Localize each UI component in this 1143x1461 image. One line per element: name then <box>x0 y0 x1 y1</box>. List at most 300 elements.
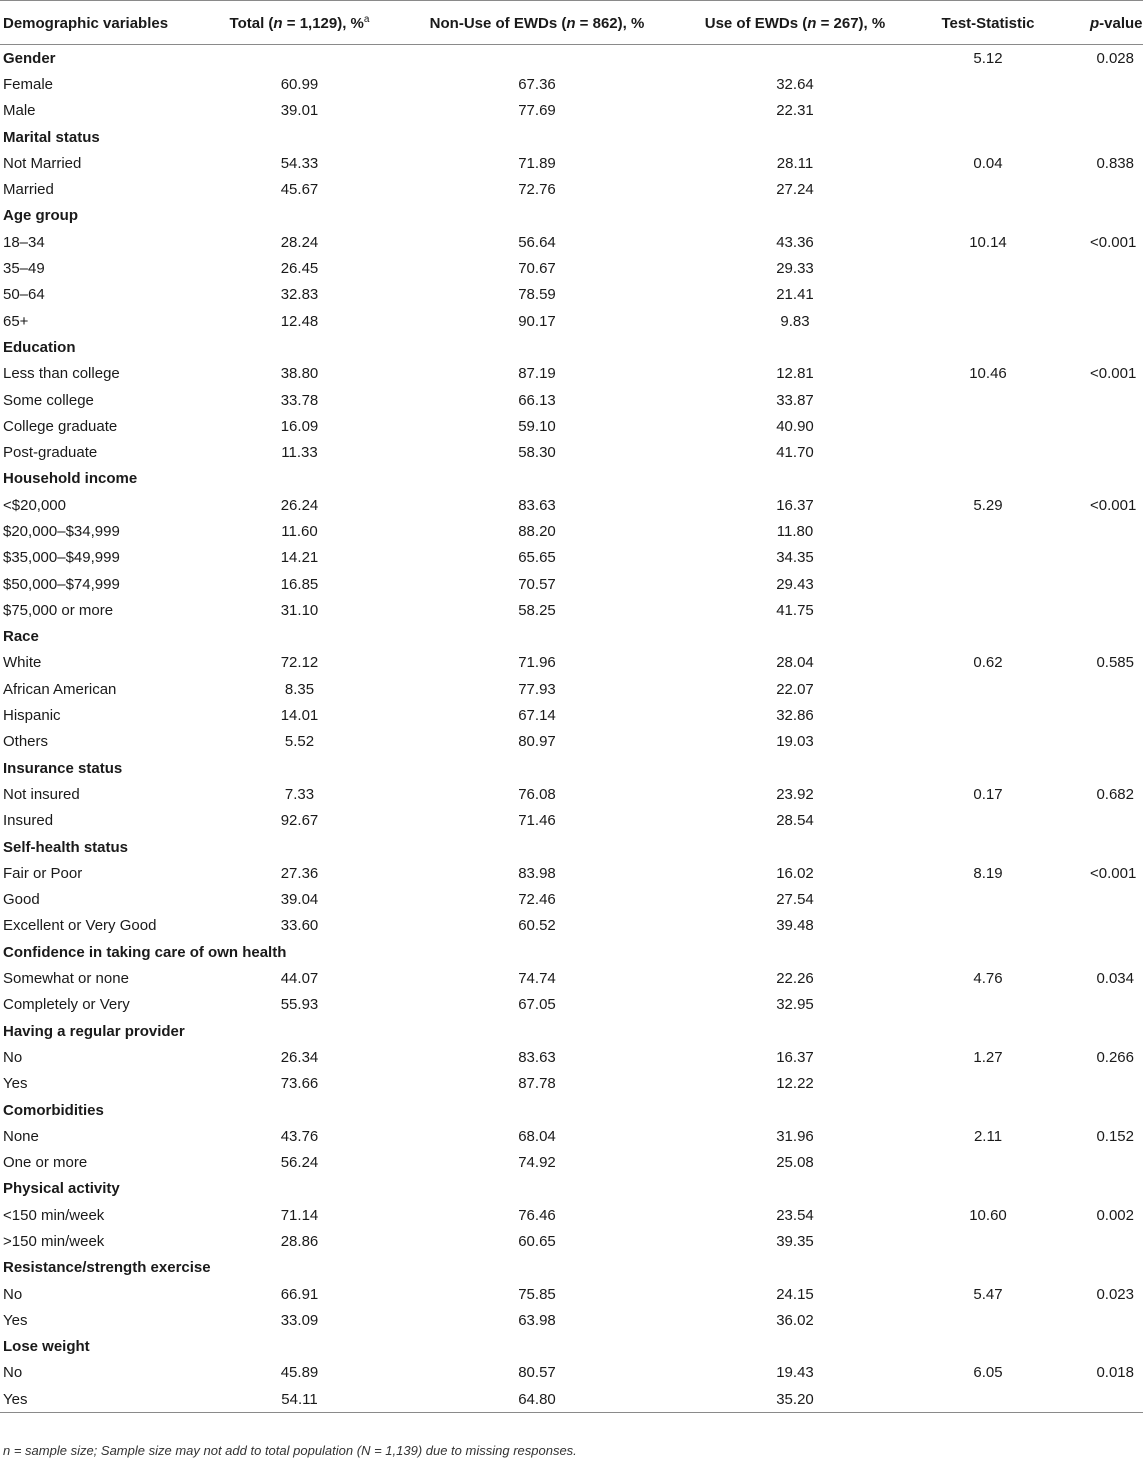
cell-test-statistic <box>886 834 1090 860</box>
cell-total <box>229 1176 370 1202</box>
cell-demographic-variables: Female <box>3 75 54 93</box>
cell-non-use-of-ewds <box>370 203 704 229</box>
table-footnote <box>3 1443 577 1458</box>
cell-use-of-ewds: 16.37 <box>776 1048 814 1066</box>
cell-non-use-of-ewds: 56.64 <box>518 233 556 251</box>
cell-total <box>229 755 370 781</box>
cell-non-use-of-ewds: 58.25 <box>518 601 556 619</box>
cell-p-value: <0.001 <box>1090 233 1137 251</box>
cell-total: 5.52 <box>284 733 315 751</box>
cell-p-value <box>1090 992 1143 1018</box>
column-header-demographic-variables <box>0 1 229 45</box>
cell-demographic-variables: No <box>3 1048 23 1066</box>
cell-non-use-of-ewds <box>370 1176 704 1202</box>
cell-test-statistic <box>886 466 1090 492</box>
cell-p-value: 0.034 <box>1096 970 1134 988</box>
cell-p-value: <0.001 <box>1090 365 1137 383</box>
section-header-row <box>0 1334 1143 1360</box>
table-row <box>0 176 1143 202</box>
cell-test-statistic <box>886 1176 1090 1202</box>
section-header-row <box>0 203 1143 229</box>
cell-test-statistic: 8.19 <box>973 864 1003 882</box>
cell-test-statistic: 5.29 <box>973 496 1003 514</box>
cell-use-of-ewds: 32.64 <box>776 75 814 93</box>
cell-test-statistic <box>886 597 1090 623</box>
cell-test-statistic <box>886 1334 1090 1360</box>
cell-non-use-of-ewds: 71.89 <box>518 154 556 172</box>
cell-total: 73.66 <box>280 1075 319 1093</box>
cell-non-use-of-ewds <box>370 124 704 150</box>
cell-demographic-variables: Some college <box>3 391 94 409</box>
cell-non-use-of-ewds: 60.65 <box>518 1233 556 1250</box>
cell-demographic-variables: Yes <box>3 1311 28 1329</box>
cell-p-value <box>1090 624 1143 650</box>
cell-total: 55.93 <box>280 996 319 1014</box>
cell-demographic-variables: White <box>3 654 42 672</box>
cell-use-of-ewds: 16.02 <box>776 864 814 882</box>
cell-p-value <box>1090 439 1143 465</box>
cell-non-use-of-ewds: 71.96 <box>518 654 556 672</box>
cell-p-value <box>1090 1307 1143 1333</box>
cell-use-of-ewds: 41.70 <box>776 444 814 462</box>
cell-total: 33.60 <box>280 917 319 935</box>
cell-total: 43.76 <box>280 1127 319 1145</box>
cell-test-statistic <box>886 571 1090 597</box>
cell-p-value <box>1090 702 1143 728</box>
cell-total <box>229 334 370 360</box>
cell-use-of-ewds <box>704 334 886 360</box>
cell-use-of-ewds: 40.90 <box>776 417 814 435</box>
cell-non-use-of-ewds: 90.17 <box>518 312 556 330</box>
cell-test-statistic <box>886 702 1090 728</box>
cell-p-value <box>1090 124 1143 150</box>
section-header-row <box>0 334 1143 360</box>
cell-test-statistic: 0.04 <box>973 154 1003 172</box>
cell-non-use-of-ewds: 74.92 <box>518 1154 556 1172</box>
cell-demographic-variables: No <box>3 1285 23 1303</box>
cell-p-value: 0.028 <box>1096 49 1134 67</box>
table-row <box>0 650 1143 676</box>
header-text: Total ( <box>229 14 274 32</box>
cell-p-value <box>1090 571 1143 597</box>
cell-test-statistic <box>886 545 1090 571</box>
table-row <box>0 965 1143 991</box>
cell-total: 7.33 <box>284 785 315 803</box>
cell-total <box>229 1018 370 1044</box>
table-row <box>0 887 1143 913</box>
header-tail: = 1,129), % <box>282 14 364 32</box>
cell-p-value <box>1090 518 1143 544</box>
cell-non-use-of-ewds: 88.20 <box>518 522 556 540</box>
cell-p-value <box>1090 834 1143 860</box>
cell-test-statistic: 1.27 <box>973 1048 1003 1066</box>
cell-p-value: 0.018 <box>1096 1364 1134 1382</box>
cell-total: 31.10 <box>280 601 319 619</box>
cell-non-use-of-ewds: 80.97 <box>518 733 556 751</box>
section-header-row <box>0 624 1143 650</box>
cell-p-value <box>1090 1149 1143 1175</box>
table-row <box>0 597 1143 623</box>
section-header-row <box>0 1018 1143 1044</box>
cell-p-value <box>1090 913 1143 939</box>
cell-demographic-variables: None <box>3 1127 39 1145</box>
cell-total: 72.12 <box>280 654 319 672</box>
cell-total: 56.24 <box>280 1154 319 1172</box>
cell-use-of-ewds: 32.95 <box>776 996 814 1014</box>
cell-non-use-of-ewds <box>370 334 704 360</box>
cell-non-use-of-ewds: 64.80 <box>370 1386 704 1413</box>
table-row <box>0 992 1143 1018</box>
cell-p-value <box>1090 413 1143 439</box>
cell-use-of-ewds: 19.03 <box>776 733 814 751</box>
table-row <box>0 98 1143 124</box>
cell-non-use-of-ewds: 70.57 <box>518 575 556 593</box>
cell-use-of-ewds: 43.36 <box>776 233 814 251</box>
cell-non-use-of-ewds: 74.74 <box>518 970 556 988</box>
cell-p-value: 0.023 <box>1096 1285 1134 1303</box>
section-header-row <box>0 466 1143 492</box>
column-header-use-of-ewds <box>704 1 886 45</box>
cell-test-statistic <box>886 913 1090 939</box>
cell-test-statistic <box>886 413 1090 439</box>
table-row <box>0 1202 1143 1228</box>
table-row <box>0 702 1143 728</box>
cell-non-use-of-ewds: 72.46 <box>518 891 556 909</box>
header-italic: p <box>1090 14 1100 32</box>
cell-p-value <box>1090 1228 1143 1254</box>
cell-use-of-ewds: 22.26 <box>776 970 814 988</box>
cell-demographic-variables: Confidence in taking care of own health <box>3 943 287 961</box>
cell-demographic-variables: Education <box>3 338 76 356</box>
cell-non-use-of-ewds: 78.59 <box>518 286 556 304</box>
cell-test-statistic <box>886 1386 1090 1413</box>
cell-use-of-ewds: 28.54 <box>776 812 814 830</box>
header-italic: n <box>273 14 283 32</box>
cell-demographic-variables: Not insured <box>3 785 80 803</box>
cell-use-of-ewds: 33.87 <box>776 391 814 409</box>
cell-total: 11.33 <box>281 444 318 462</box>
cell-demographic-variables: Yes <box>0 1386 229 1413</box>
cell-demographic-variables: 18–34 <box>3 233 45 251</box>
table-row <box>0 518 1143 544</box>
cell-use-of-ewds: 41.75 <box>776 601 814 619</box>
table-row <box>0 439 1143 465</box>
cell-total: 32.83 <box>280 286 319 304</box>
cell-test-statistic <box>886 939 1090 965</box>
header-text: Use of EWDs ( <box>704 14 808 32</box>
cell-use-of-ewds: 22.31 <box>776 102 814 120</box>
cell-use-of-ewds <box>704 1176 886 1202</box>
cell-use-of-ewds: 24.15 <box>776 1285 814 1303</box>
cell-total: 45.89 <box>280 1364 319 1382</box>
cell-use-of-ewds: 29.43 <box>776 575 814 593</box>
cell-use-of-ewds <box>704 1018 886 1044</box>
cell-total: 27.36 <box>280 864 319 882</box>
section-header-row <box>0 1176 1143 1202</box>
cell-total: 12.48 <box>280 312 319 330</box>
cell-demographic-variables: Others <box>3 733 49 751</box>
cell-p-value: 0.152 <box>1096 1127 1134 1145</box>
cell-p-value <box>1090 1334 1143 1360</box>
cell-use-of-ewds: 12.22 <box>776 1075 814 1093</box>
cell-demographic-variables: $75,000 or more <box>3 601 114 619</box>
cell-demographic-variables: Age group <box>3 207 78 225</box>
cell-test-statistic <box>886 1255 1090 1281</box>
table-row <box>0 729 1143 755</box>
cell-use-of-ewds: 22.07 <box>776 680 814 698</box>
cell-test-statistic <box>886 518 1090 544</box>
cell-use-of-ewds: 29.33 <box>776 260 814 278</box>
cell-non-use-of-ewds: 77.69 <box>518 102 556 120</box>
cell-p-value <box>1090 308 1143 334</box>
cell-test-statistic <box>886 729 1090 755</box>
cell-p-value <box>1090 1018 1143 1044</box>
cell-total: 45.67 <box>280 181 319 199</box>
table-body <box>0 45 1143 1413</box>
table-row <box>0 361 1143 387</box>
cell-non-use-of-ewds <box>370 1255 704 1281</box>
section-header-row <box>0 1097 1143 1123</box>
cell-p-value <box>1090 597 1143 623</box>
cell-use-of-ewds: 32.86 <box>776 707 814 725</box>
cell-total <box>229 466 370 492</box>
cell-use-of-ewds <box>704 203 886 229</box>
cell-p-value <box>1090 255 1143 281</box>
cell-demographic-variables: Less than college <box>3 365 120 383</box>
cell-test-statistic <box>886 1097 1090 1123</box>
column-header-non-use-of-ewds <box>370 1 704 45</box>
table-row <box>0 387 1143 413</box>
footnote-tail: = 1,139) due to missing responses. <box>370 1443 577 1458</box>
cell-p-value <box>1090 176 1143 202</box>
table-row <box>0 1360 1143 1386</box>
cell-p-value: <0.001 <box>1090 496 1137 514</box>
cell-test-statistic: 4.76 <box>973 970 1003 988</box>
cell-test-statistic <box>886 1018 1090 1044</box>
cell-non-use-of-ewds: 59.10 <box>518 417 556 435</box>
cell-test-statistic: 10.60 <box>969 1206 1007 1224</box>
cell-total <box>229 124 370 150</box>
cell-use-of-ewds: 11.80 <box>776 522 814 540</box>
cell-total: 39.01 <box>280 102 319 120</box>
cell-p-value <box>1090 676 1143 702</box>
table-row <box>0 282 1143 308</box>
cell-p-value: <0.001 <box>1090 864 1137 882</box>
cell-demographic-variables: $50,000–$74,999 <box>3 575 120 593</box>
cell-demographic-variables: Insurance status <box>3 759 123 777</box>
cell-non-use-of-ewds: 76.08 <box>518 785 556 803</box>
cell-total: 28.24 <box>280 233 319 251</box>
cell-demographic-variables: Fair or Poor <box>3 864 83 882</box>
cell-use-of-ewds: 16.37 <box>776 496 814 514</box>
cell-non-use-of-ewds: 83.98 <box>518 864 556 882</box>
table-row <box>0 676 1143 702</box>
cell-use-of-ewds <box>704 45 886 72</box>
cell-use-of-ewds: 23.92 <box>776 785 814 803</box>
cell-demographic-variables: Household income <box>3 470 138 488</box>
cell-use-of-ewds <box>704 755 886 781</box>
cell-test-statistic <box>886 124 1090 150</box>
cell-p-value: 0.682 <box>1096 785 1134 803</box>
cell-demographic-variables: No <box>3 1364 23 1382</box>
cell-p-value <box>1090 71 1143 97</box>
table-header-row <box>0 1 1143 45</box>
cell-use-of-ewds: 39.48 <box>776 917 814 935</box>
table-row <box>0 860 1143 886</box>
cell-use-of-ewds <box>704 124 886 150</box>
cell-p-value <box>1090 98 1143 124</box>
cell-demographic-variables: Comorbidities <box>3 1101 104 1119</box>
cell-test-statistic <box>886 255 1090 281</box>
cell-p-value: 0.266 <box>1096 1048 1134 1066</box>
cell-use-of-ewds: 25.08 <box>776 1154 814 1172</box>
cell-demographic-variables: <150 min/week <box>3 1206 105 1224</box>
cell-non-use-of-ewds: 70.67 <box>518 260 556 278</box>
table-row <box>0 781 1143 807</box>
cell-total: 26.24 <box>280 496 319 514</box>
cell-non-use-of-ewds: 87.78 <box>518 1075 556 1093</box>
cell-test-statistic <box>886 808 1090 834</box>
section-header-row <box>0 45 1143 72</box>
cell-p-value <box>1090 466 1143 492</box>
cell-demographic-variables: African American <box>3 680 117 698</box>
table-row <box>0 308 1143 334</box>
cell-p-value <box>1090 334 1143 360</box>
cell-use-of-ewds: 28.04 <box>776 654 814 672</box>
cell-non-use-of-ewds <box>370 466 704 492</box>
table-row <box>0 229 1143 255</box>
cell-total <box>229 45 370 72</box>
table-row <box>0 150 1143 176</box>
cell-total: 11.60 <box>281 522 318 540</box>
cell-test-statistic: 0.17 <box>973 785 1003 803</box>
cell-demographic-variables: 65+ <box>3 312 29 330</box>
cell-demographic-variables: Yes <box>3 1075 28 1093</box>
cell-use-of-ewds: 19.43 <box>776 1364 814 1382</box>
cell-test-statistic: 6.05 <box>973 1364 1003 1382</box>
cell-test-statistic: 5.12 <box>973 49 1003 67</box>
column-header-total <box>229 1 370 45</box>
cell-demographic-variables: Lose weight <box>3 1338 90 1356</box>
cell-use-of-ewds: 23.54 <box>776 1206 814 1224</box>
cell-total: 26.45 <box>280 260 319 278</box>
cell-non-use-of-ewds: 83.63 <box>518 1048 556 1066</box>
cell-demographic-variables: One or more <box>3 1154 88 1172</box>
cell-total: 71.14 <box>280 1206 319 1224</box>
table-row <box>0 545 1143 571</box>
cell-demographic-variables: Self-health status <box>3 838 129 856</box>
cell-test-statistic <box>886 624 1090 650</box>
cell-p-value: 0.002 <box>1096 1206 1134 1224</box>
cell-test-statistic <box>886 755 1090 781</box>
cell-test-statistic: 0.62 <box>973 654 1003 672</box>
cell-total: 14.01 <box>280 707 319 725</box>
cell-test-statistic: 10.46 <box>969 365 1007 383</box>
cell-total: 39.04 <box>280 891 319 909</box>
cell-test-statistic <box>886 282 1090 308</box>
cell-total: 8.35 <box>284 680 315 698</box>
cell-demographic-variables: <$20,000 <box>3 496 66 514</box>
header-text: Test-Statistic <box>941 14 1035 32</box>
cell-use-of-ewds <box>704 624 886 650</box>
cell-non-use-of-ewds: 58.30 <box>518 444 556 462</box>
cell-use-of-ewds: 9.83 <box>780 312 810 330</box>
cell-demographic-variables: Gender <box>3 49 56 67</box>
table-row <box>0 413 1143 439</box>
cell-use-of-ewds: 39.35 <box>776 1233 814 1250</box>
cell-total: 26.34 <box>280 1048 319 1066</box>
header-italic: n <box>566 14 576 32</box>
cell-non-use-of-ewds: 71.46 <box>518 812 556 830</box>
cell-non-use-of-ewds <box>370 1097 704 1123</box>
cell-non-use-of-ewds: 68.04 <box>518 1127 556 1145</box>
footnote-N: N <box>361 1443 371 1458</box>
cell-p-value <box>1090 1386 1143 1413</box>
cell-total: 16.09 <box>280 417 319 435</box>
cell-test-statistic <box>886 676 1090 702</box>
cell-demographic-variables: College graduate <box>3 417 118 435</box>
cell-test-statistic: 10.14 <box>969 233 1007 251</box>
cell-non-use-of-ewds <box>370 834 704 860</box>
table-row <box>0 913 1143 939</box>
cell-total: 16.85 <box>280 575 319 593</box>
cell-test-statistic <box>886 1071 1090 1097</box>
cell-test-statistic: 5.47 <box>973 1285 1003 1303</box>
cell-demographic-variables: 35–49 <box>3 260 45 278</box>
cell-non-use-of-ewds: 67.14 <box>518 707 556 725</box>
table-row <box>0 1044 1143 1070</box>
cell-non-use-of-ewds: 77.93 <box>518 680 556 698</box>
cell-demographic-variables: >150 min/week <box>3 1233 105 1250</box>
cell-p-value <box>1090 387 1143 413</box>
cell-test-statistic <box>886 1228 1090 1254</box>
footnote-n: n <box>3 1443 11 1458</box>
cell-total <box>229 1334 370 1360</box>
cell-total: 33.78 <box>280 391 319 409</box>
cell-p-value <box>1090 545 1143 571</box>
cell-p-value: 0.585 <box>1096 654 1134 672</box>
header-text: Demographic variables <box>3 14 169 32</box>
cell-use-of-ewds <box>704 1255 886 1281</box>
header-tail: = 862), % <box>575 14 645 32</box>
cell-total: 33.09 <box>280 1311 319 1329</box>
cell-use-of-ewds: 34.35 <box>776 549 814 567</box>
cell-non-use-of-ewds <box>370 45 704 72</box>
cell-p-value <box>1090 1255 1143 1281</box>
header-text: Non-Use of EWDs ( <box>429 14 567 32</box>
cell-p-value <box>1090 887 1143 913</box>
cell-demographic-variables: Excellent or Very Good <box>3 917 157 935</box>
cell-demographic-variables: Married <box>3 181 54 199</box>
cell-p-value <box>1090 729 1143 755</box>
table-row <box>0 1281 1143 1307</box>
cell-use-of-ewds: 12.81 <box>776 365 814 383</box>
section-header-row <box>0 939 1143 965</box>
cell-p-value <box>1090 939 1143 965</box>
cell-total: 44.07 <box>280 970 319 988</box>
cell-demographic-variables: Not Married <box>3 154 82 172</box>
cell-demographic-variables: Completely or Very <box>3 996 130 1014</box>
table-row <box>0 1228 1143 1254</box>
cell-demographic-variables: Marital status <box>3 128 100 146</box>
section-header-row <box>0 755 1143 781</box>
cell-non-use-of-ewds: 63.98 <box>518 1311 556 1329</box>
cell-demographic-variables: Having a regular provider <box>3 1022 185 1040</box>
cell-use-of-ewds <box>704 939 886 965</box>
cell-p-value <box>1090 808 1143 834</box>
cell-p-value <box>1090 1176 1143 1202</box>
cell-use-of-ewds: 28.11 <box>776 154 814 172</box>
